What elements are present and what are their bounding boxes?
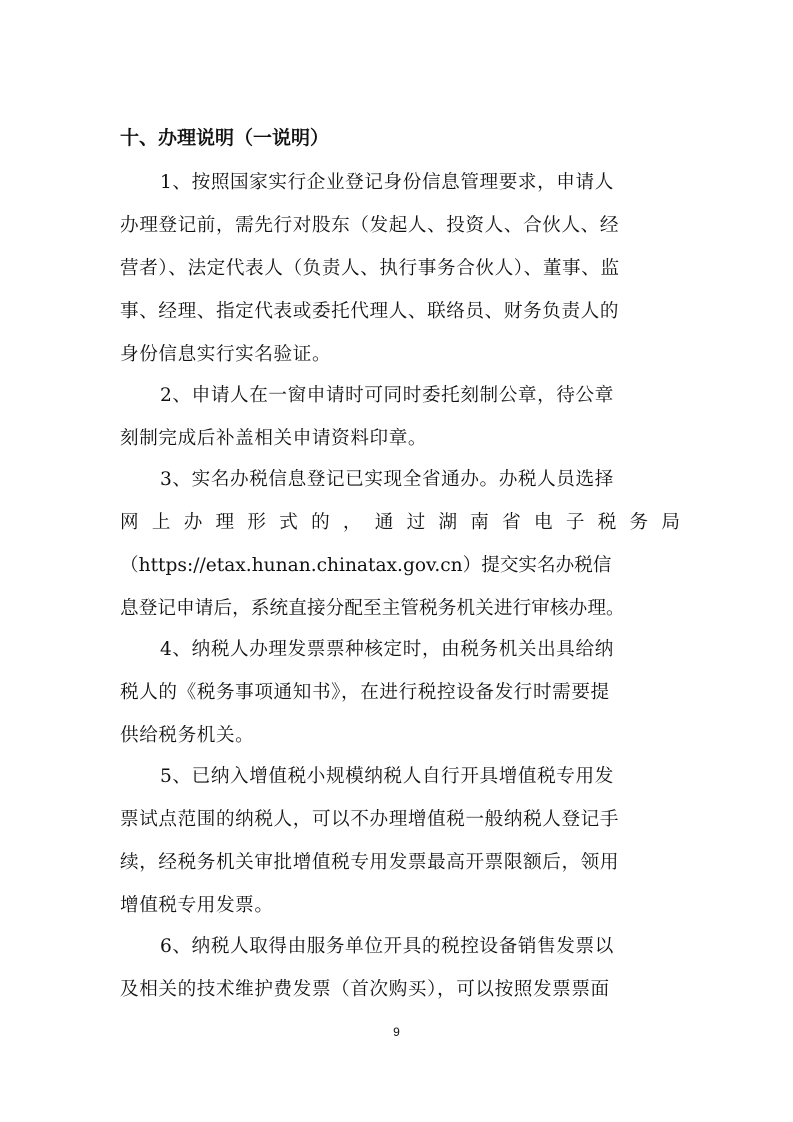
paragraph-2-line-1: 2、申请人在一窗申请时可同时委托刻制公章，待公章 bbox=[160, 385, 614, 406]
paragraph-3-line-2: 网上办理形式的，通过湖南省电子税务局 bbox=[120, 512, 680, 533]
paragraph-4-line-2: 税人的《税务事项通知书》，在进行税控设备发行时需要提 bbox=[120, 682, 610, 703]
paragraph-3-line-4: 息登记申请后，系统直接分配至主管税务机关进行审核办理。 bbox=[120, 598, 625, 619]
paragraph-4-line-1: 4、纳税人办理发票票种核定时，由税务机关出具给纳 bbox=[160, 639, 614, 660]
paragraph-5-line-3: 续，经税务机关审批增值税专用发票最高开票限额后，领用 bbox=[120, 852, 620, 873]
section-heading: 十、办理说明（一说明） bbox=[120, 127, 330, 149]
paragraph-5-line-2: 票试点范围的纳税人，可以不办理增值税一般纳税人登记手 bbox=[120, 809, 620, 830]
paragraph-4-line-3: 供给税务机关。 bbox=[120, 725, 255, 746]
paragraph-6-line-1: 6、纳税人取得由服务单位开具的税控设备销售发票以 bbox=[160, 936, 614, 957]
paragraph-3-line-1: 3、实名办税信息登记已实现全省通办。办税人员选择 bbox=[160, 469, 614, 490]
paragraph-2-line-2: 刻制完成后补盖相关申请资料印章。 bbox=[120, 428, 428, 449]
paragraph-3-line-3: （https://etax.hunan.chinatax.gov.cn）提交实名办税信 bbox=[120, 555, 612, 576]
paragraph-5-line-4: 增值税专用发票。 bbox=[120, 895, 274, 916]
paragraph-1-line-2: 办理登记前，需先行对股东（发起人、投资人、合伙人、经 bbox=[120, 215, 620, 236]
paragraph-1-line-3: 营者）、法定代表人（负责人、执行事务合伙人）、董事、监 bbox=[120, 258, 620, 279]
paragraph-1-line-5: 身份信息实行实名验证。 bbox=[120, 344, 332, 365]
paragraph-6-line-2: 及相关的技术维护费发票（首次购买），可以按照发票票面 bbox=[120, 979, 610, 1000]
paragraph-5-line-1: 5、已纳入增值税小规模纳税人自行开具增值税专用发 bbox=[160, 766, 614, 787]
paragraph-1-line-4: 事、经理、指定代表或委托代理人、联络员、财务负责人的 bbox=[120, 301, 620, 322]
page-number: 9 bbox=[393, 1025, 400, 1039]
paragraph-1-line-1: 1、按照国家实行企业登记身份信息管理要求，申请人 bbox=[160, 172, 614, 193]
